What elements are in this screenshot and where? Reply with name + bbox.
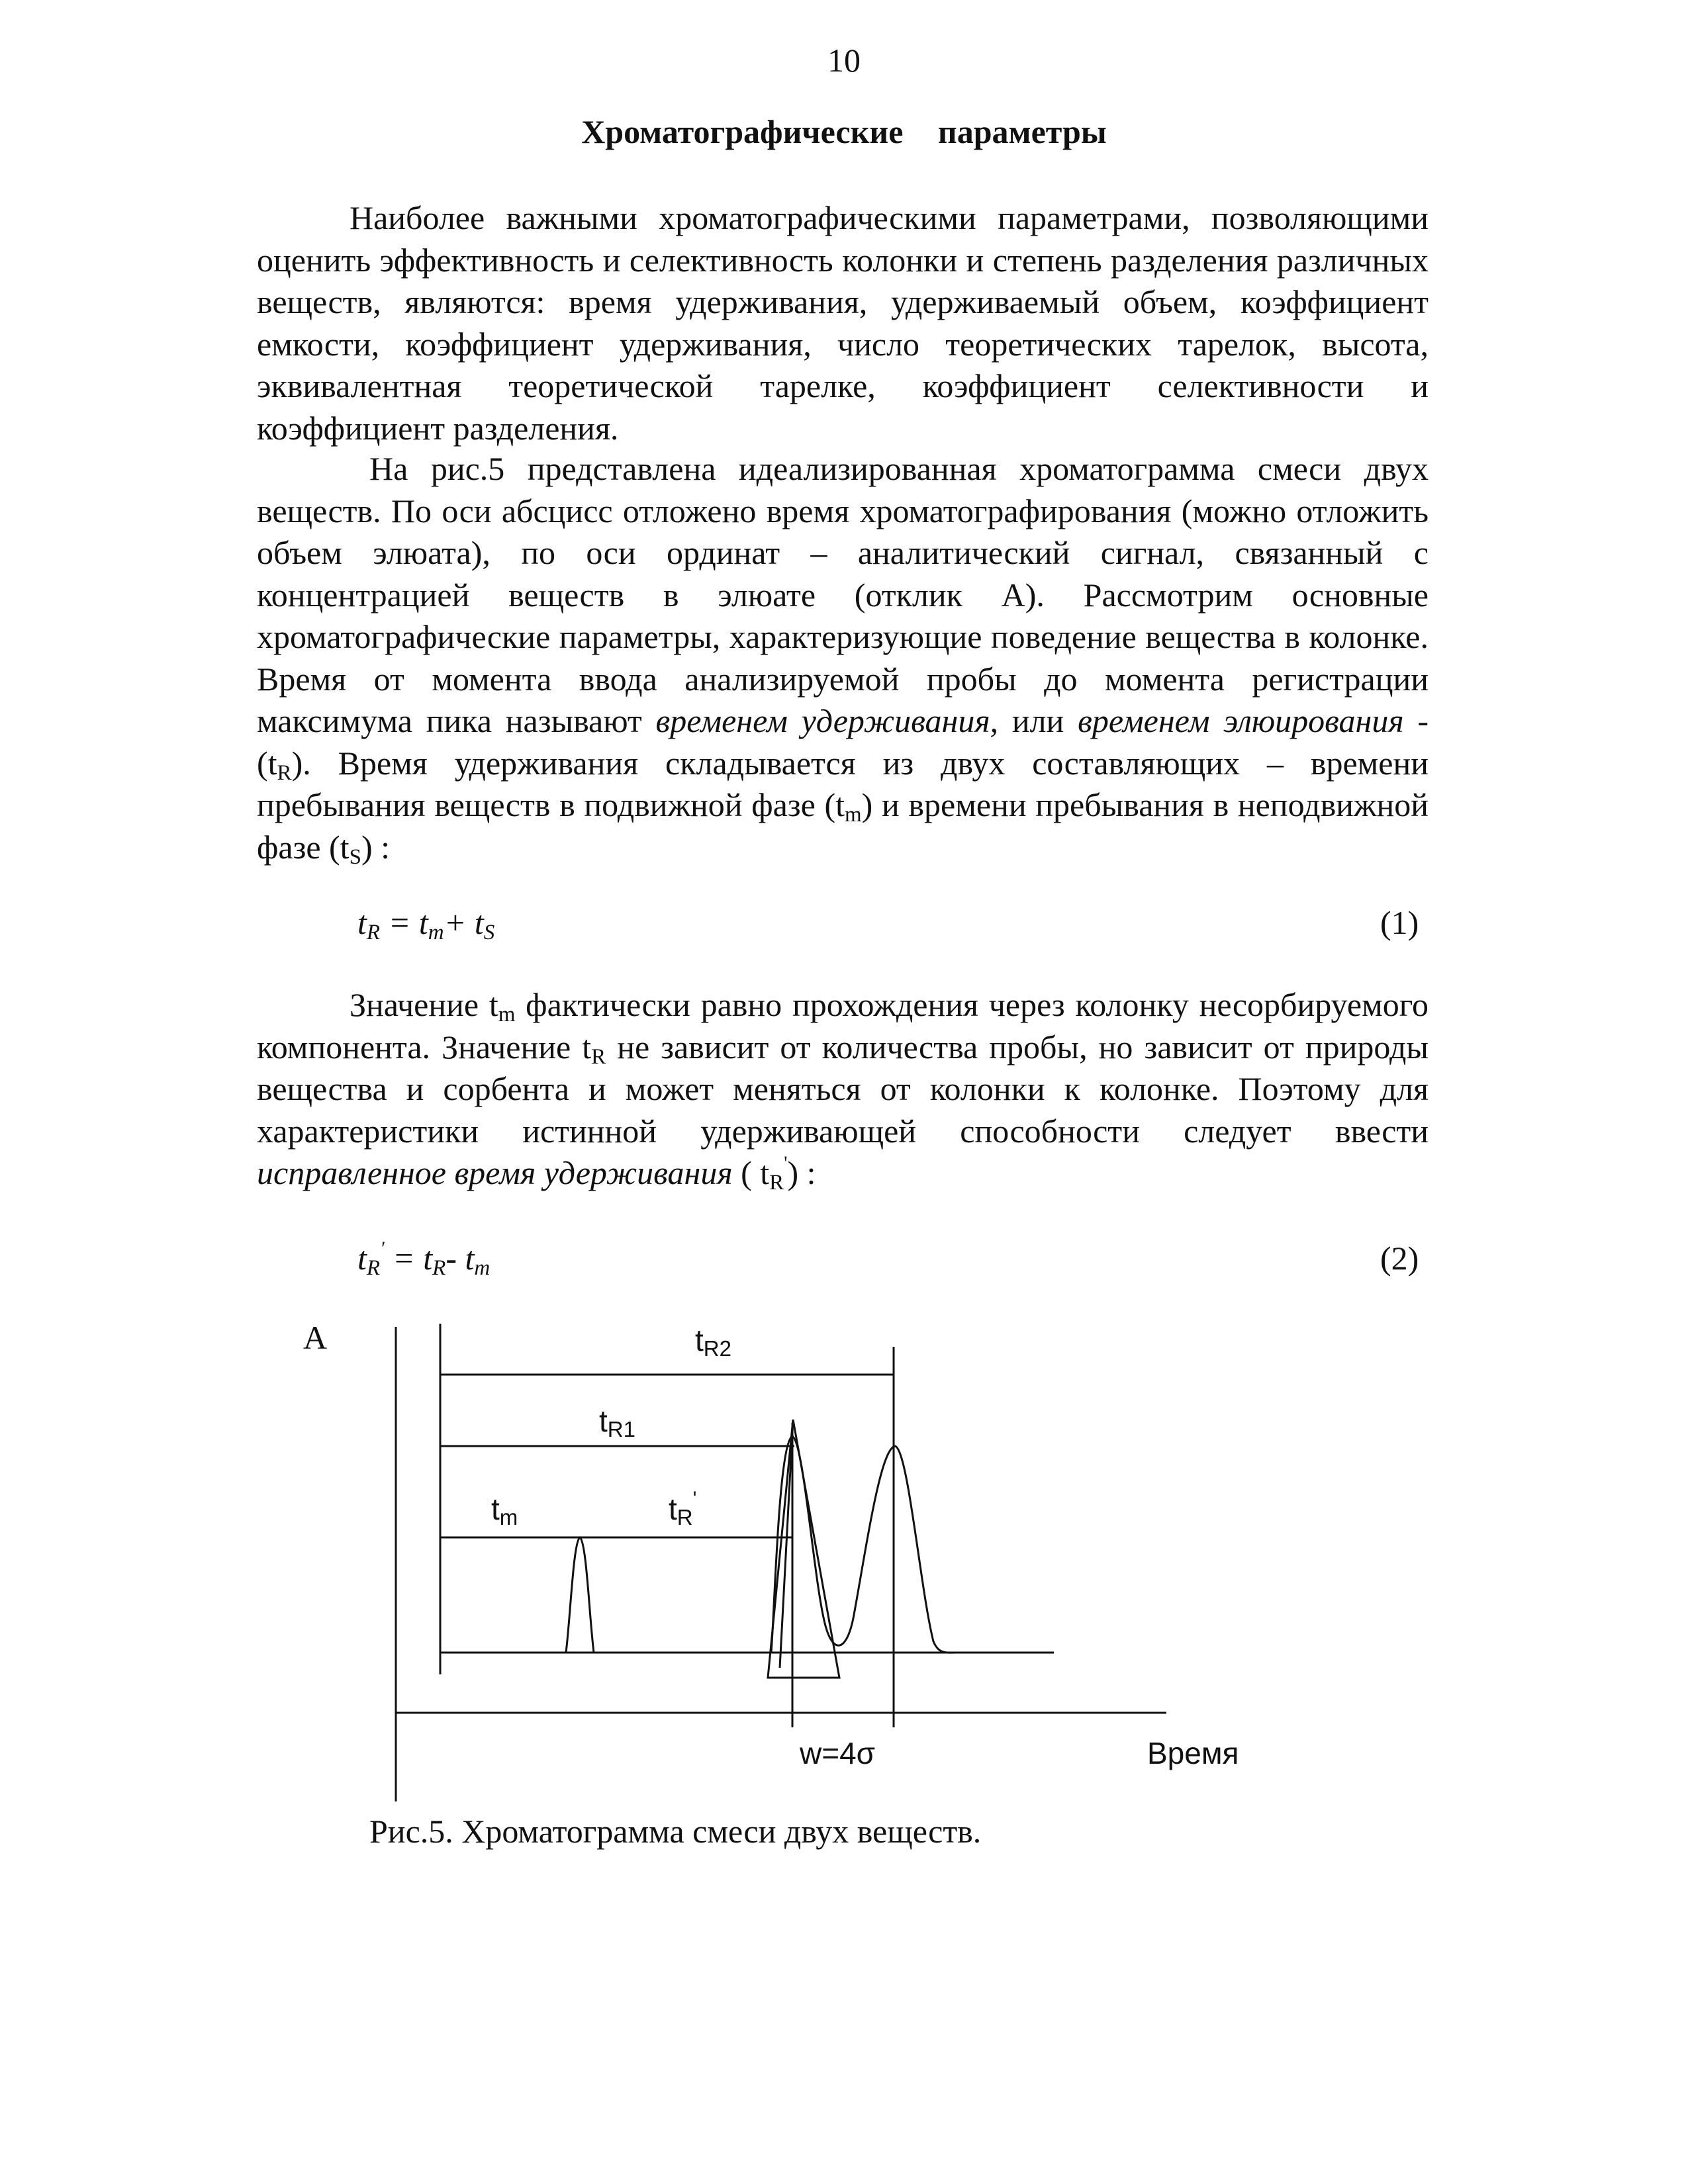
equation-2: $t_R' = t_R-$ $t_m$ <box>357 1238 491 1280</box>
paragraph-3: Значение $t_m$ фактически равно прохождения через колонку несорбируемого компонента. Значение $t_R$ не зависит от количества пробы, но зависит от природы вещества и сорбента и может меняться от колонки к колонке. Поэтому для характеристики истинной удерживающей способности следует ввести исправленное время удерживания ( $t_R'$) : <box>257 986 1429 1195</box>
peak-1 <box>771 1436 957 1653</box>
tm-peak <box>561 1537 599 1653</box>
equation-2-number: (2) <box>1380 1240 1419 1277</box>
equation-1-number: (1) <box>1380 904 1419 941</box>
y-axis-label: A <box>303 1319 328 1356</box>
section-title: Хроматографические параметры <box>581 113 1107 150</box>
label-tr2: $t_{R2}$ <box>695 1323 731 1361</box>
term-corrected-retention-time: исправленное время удерживания <box>257 1154 733 1191</box>
paragraph-1: Наиболее важными хроматографическими параметрами, позволяющими оценить эффективность и селективность колонки и степень разделения различных веществ, являются: время удерживания, удерживаемый объем, коэффициент емкости, коэффициент удерживания, число теоретических тарелок, высота, эквивалентная теоретической тарелке, коэффициент селективности и коэффициент разделения. <box>257 199 1429 447</box>
figure-caption: Рис.5. Хроматограмма смеси двух веществ. <box>369 1813 982 1850</box>
x-axis-label: Время <box>1147 1736 1239 1770</box>
equation-1: $t_R = t_m+ t_S$ <box>357 904 495 944</box>
paragraph-2: На рис.5 представлена идеализированная хроматограмма смеси двух веществ. По оси абсцисс отложено время хроматографирования (можно отложить объем элюата), по оси ординат – аналитический сигнал, связанный с концентрацией веществ в элюате (отклик А). Рассмотрим основные хроматографические параметры, характеризующие поведение вещества в колонке. Время от момента ввода анализируемой пробы до момента регистрации максимума пика называют временем удерживания, или временем элюирования - $(t_R)$. Время удерживания складывается из двух составляющих – времени пребывания веществ в подвижной фазе $(t_m)$ и времени пребывания в неподвижной фазе $(t_S)$ : <box>257 450 1429 869</box>
page-number: 10 <box>827 42 861 79</box>
label-peak-width: w=4σ <box>800 1736 876 1770</box>
label-tm: $t_m$ <box>491 1492 518 1529</box>
term-retention-time: временем удерживания, <box>655 702 999 739</box>
tangent-triangle <box>768 1420 839 1678</box>
term-elution-time: временем элюирования <box>1078 702 1404 739</box>
label-tr1: $t_{R1}$ <box>599 1404 635 1441</box>
label-tr-prime: $t_R'$ <box>669 1488 697 1529</box>
